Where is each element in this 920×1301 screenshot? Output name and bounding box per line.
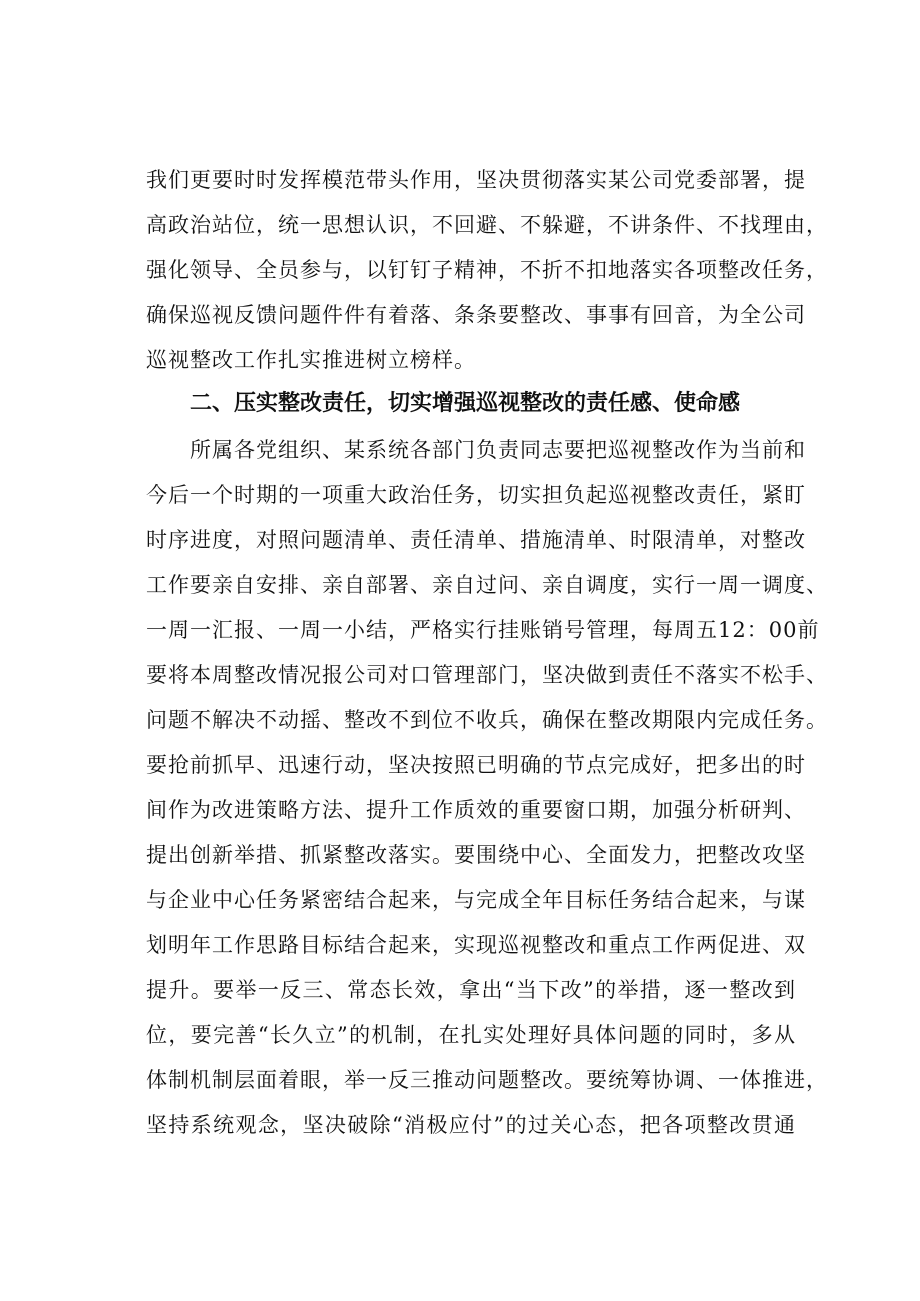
paragraph-1-line-1: 我们更要时时发挥模范带头作用，坚决贯彻落实某公司党委部署，提 [146,168,806,192]
paragraph-1-line-4: 确保巡视反馈问题件件有着落、条条要整改、事事有回音，为全公司 [146,303,806,327]
paragraph-2-line-15: 体制机制层面着眼，举一反三推动问题整改。要统筹协调、一体推进， [146,1068,828,1092]
paragraph-2-line-12: 划明年工作思路目标结合起来，实现巡视整改和重点工作两促进、双 [146,933,806,957]
paragraph-2-line-6: 要将本周整改情况报公司对口管理部门，坚决做到责任不落实不松手、 [146,663,828,687]
paragraph-2-line-8: 要抢前抓早、迅速行动，坚决按照已明确的节点完成好，把多出的时 [146,753,806,777]
paragraph-2-line-9: 间作为改进策略方法、提升工作质效的重要窗口期，加强分析研判、 [146,798,806,822]
paragraph-2-line-2: 今后一个时期的一项重大政治任务，切实担负起巡视整改责任，紧盯 [146,483,806,507]
paragraph-2-line-14: 位，要完善“长久立”的机制，在扎实处理好具体问题的同时，多从 [146,1023,796,1047]
paragraph-2-line-11: 与企业中心任务紧密结合起来，与完成全年目标任务结合起来，与谋 [146,888,806,912]
paragraph-2-line-7: 问题不解决不动摇、整改不到位不收兵，确保在整改期限内完成任务。 [146,708,828,732]
paragraph-2-line-3: 时序进度，对照问题清单、责任清单、措施清单、时限清单，对整改 [146,528,806,552]
paragraph-2-line-1: 所属各党组织、某系统各部门负责同志要把巡视整改作为当前和 [190,438,806,462]
paragraph-2-line-10: 提出创新举措、抓紧整改落实。要围绕中心、全面发力，把整改攻坚 [146,843,806,867]
paragraph-2-line-4: 工作要亲自安排、亲自部署、亲自过问、亲自调度，实行一周一调度、 [146,573,828,597]
paragraph-1-line-3: 强化领导、全员参与，以钉钉子精神，不折不扣地落实各项整改任务， [146,258,828,282]
paragraph-2-line-16: 坚持系统观念，坚决破除“消极应付”的过关心态，把各项整改贯通 [146,1113,796,1137]
paragraph-1-line-2: 高政治站位，统一思想认识，不回避、不躲避，不讲条件、不找理由， [146,213,828,237]
paragraph-1-line-5: 巡视整改工作扎实推进树立榜样。 [146,348,476,372]
paragraph-2-line-5: 一周一汇报、一周一小结，严格实行挂账销号管理，每周五12：00前 [146,618,820,642]
section-heading: 二、压实整改责任，切实增强巡视整改的责任感、使命感 [190,391,741,416]
paragraph-2-line-13: 提升。要举一反三、常态长效，拿出“当下改”的举措，逐一整改到 [146,978,796,1002]
